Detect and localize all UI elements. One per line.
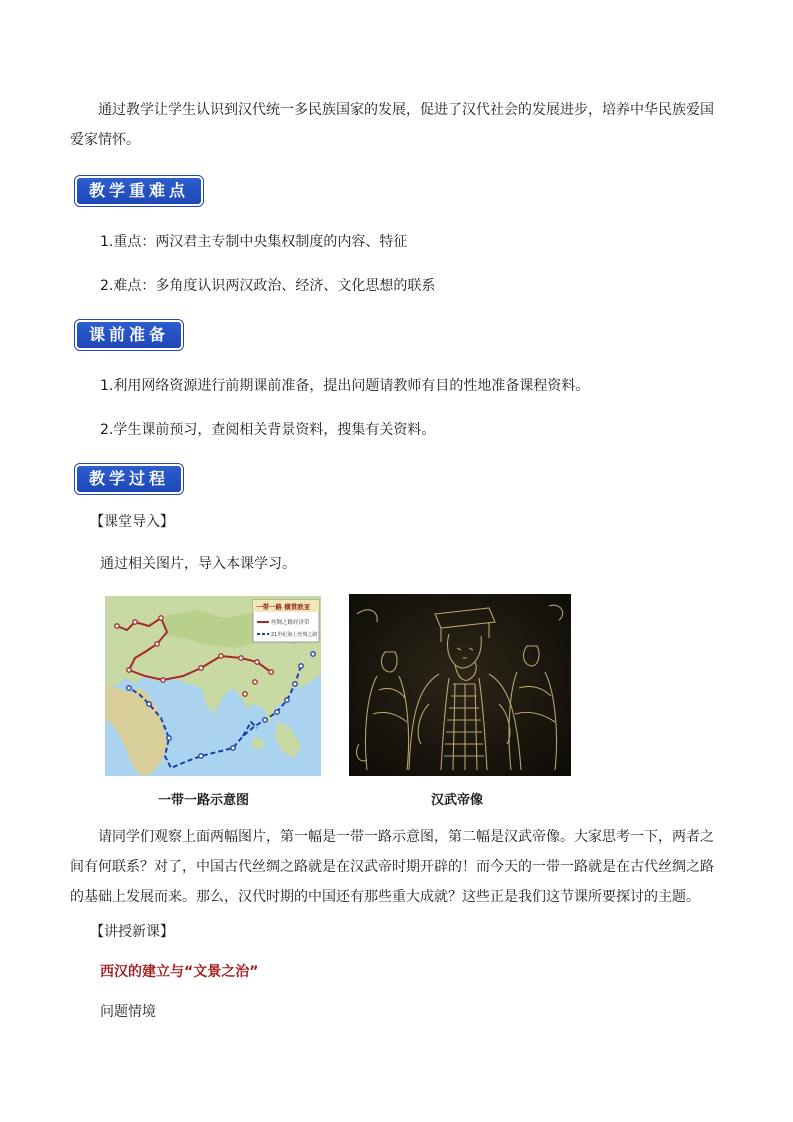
section-badge-process: 教学过程 [75, 464, 183, 494]
portrait-caption: 汉武帝像 [431, 793, 484, 808]
section-badge-preparation: 课前准备 [75, 320, 183, 350]
subsection-title: 西汉的建立与“文景之治” [100, 964, 259, 980]
new-lesson-label: 【讲授新课】 [90, 924, 174, 940]
objective-paragraph: 通过教学让学生认识到汉代统一多民族国家的发展，促进了汉代社会的发展进步，培养中华民族爱国爱家情怀。 [70, 102, 714, 148]
map-legend-sea: 21世纪海上丝绸之路 [271, 632, 318, 638]
intro-text: 通过相关图片，导入本课学习。 [100, 556, 296, 572]
belt-road-map-image [105, 596, 321, 776]
preparation-item-2: 2.学生课前预习，查阅相关背景资料，搜集有关资料。 [100, 422, 436, 438]
preparation-item-1: 1.利用网络资源进行前期课前准备，提出问题请教师有目的性地准备课程资料。 [100, 378, 590, 394]
han-wudi-portrait-image [349, 594, 571, 776]
han-wudi-portrait-svg [349, 594, 571, 776]
map-legend-title: 一带一路 横贯欧亚 [256, 603, 311, 611]
belt-road-map-svg [105, 596, 321, 776]
problem-label: 问题情境 [100, 1004, 156, 1020]
difficulty-item-1: 1.重点：两汉君主专制中央集权制度的内容、特征 [100, 234, 408, 250]
map-legend-land: 丝绸之路经济带 [271, 620, 310, 626]
section-badge-difficulty: 教学重难点 [75, 176, 203, 206]
map-caption: 一带一路示意图 [158, 793, 250, 808]
difficulty-item-2: 2.难点：多角度认识两汉政治、经济、文化思想的联系 [100, 278, 436, 294]
intro-label: 【课堂导入】 [90, 514, 174, 530]
discussion-paragraph: 请同学们观察上面两幅图片，第一幅是一带一路示意图，第二幅是汉武帝像。大家思考一下，两者之间有何联系？对了，中国古代丝绸之路就是在汉武帝时期开辟的！而今天的一带一路就是在古代丝绸之路的基础上发展而来。那么，汉代时期的中国还有那些重大成就？这些正是我们这节课所要探讨的主题。 [70, 829, 714, 905]
